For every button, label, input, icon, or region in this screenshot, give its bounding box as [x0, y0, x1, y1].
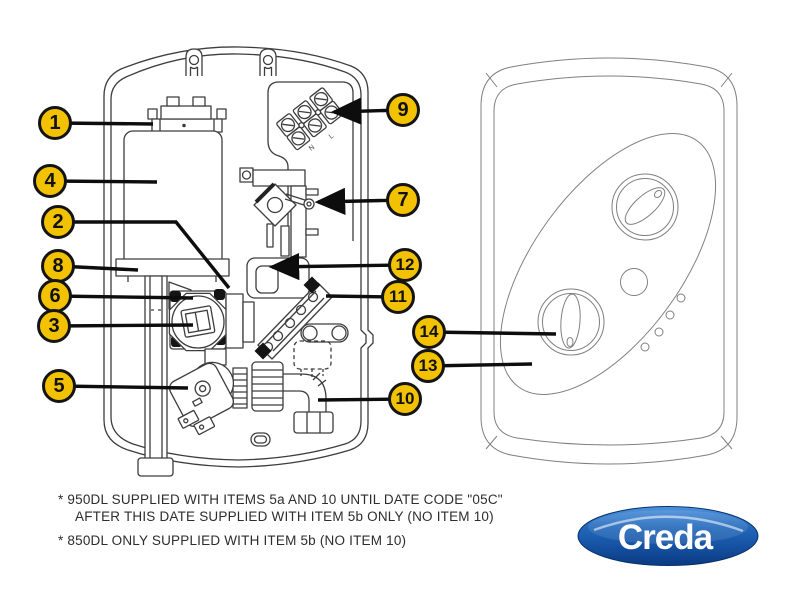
callout-badge-11: 11	[381, 280, 415, 314]
leader-line-14	[429, 332, 556, 334]
leader-line-9	[334, 110, 403, 112]
leader-line-10	[318, 399, 405, 400]
terminal-label-n: N	[307, 143, 317, 153]
callout-badge-13: 13	[411, 349, 445, 383]
callout-badge-10: 10	[388, 382, 422, 416]
callout-badge-7: 7	[386, 183, 420, 217]
footnote-line: * 950DL SUPPLIED WITH ITEMS 5a AND 10 UNTIL DATE CODE "05C"	[58, 492, 503, 507]
footnotes	[58, 491, 503, 549]
terminal-label-l: L	[327, 132, 336, 141]
logo-text: Creda	[617, 518, 713, 557]
callout-badge-8: 8	[41, 249, 75, 283]
callout-badge-3: 3	[37, 309, 71, 343]
callout-badge-2: 2	[41, 205, 75, 239]
callout-badge-1: 1	[38, 106, 72, 140]
leader-line-13	[428, 364, 532, 366]
leader-line-6	[55, 296, 193, 298]
callout-badge-12: 12	[388, 248, 422, 282]
leader-line-1	[55, 123, 153, 124]
footnote-line: * 850DL ONLY SUPPLIED WITH ITEM 5b (NO ITEM 10)	[58, 533, 407, 548]
footnote-line: AFTER THIS DATE SUPPLIED WITH ITEM 5b ONLY (NO ITEM 10)	[75, 509, 494, 524]
leader-line-2	[58, 222, 229, 288]
leader-line-7	[318, 200, 403, 202]
leader-line-8	[58, 266, 138, 270]
callout-badge-9: 9	[386, 93, 420, 127]
callout-badge-6: 6	[38, 279, 72, 313]
leader-line-12	[272, 265, 405, 267]
leader-line-5	[59, 386, 188, 388]
callout-badge-5: 5	[42, 369, 76, 403]
leader-line-3	[54, 325, 193, 326]
callout-badge-14: 14	[412, 315, 446, 349]
leader-line-4	[50, 181, 157, 182]
leader-line-11	[326, 296, 398, 297]
callout-badge-4: 4	[33, 164, 67, 198]
